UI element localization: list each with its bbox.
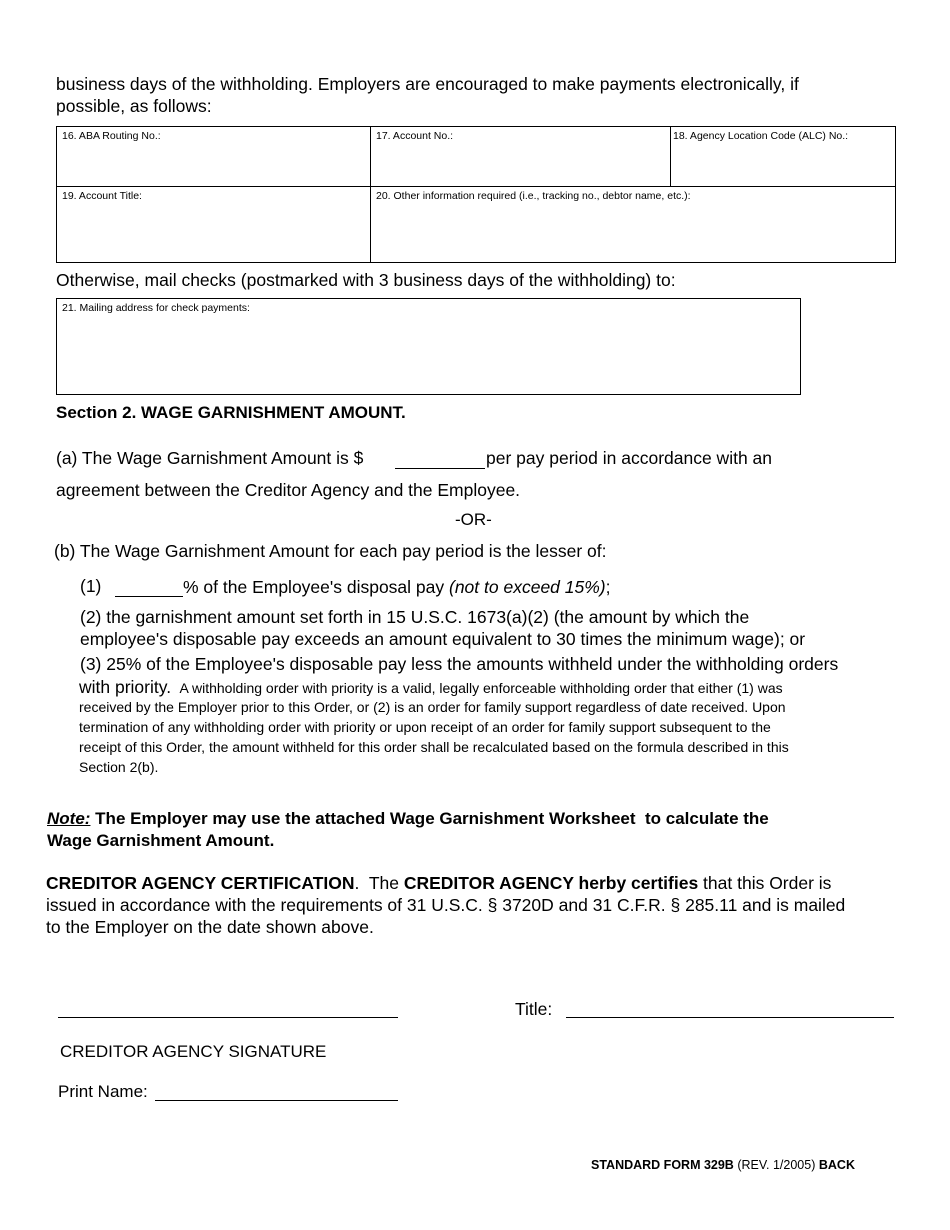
account-number-field[interactable]	[371, 127, 670, 186]
mailing-address-field[interactable]	[56, 298, 801, 395]
other-info-field[interactable]	[371, 187, 895, 262]
mailing-address-label: 21. Mailing address for check payments:	[62, 302, 250, 314]
payment-info-table	[56, 126, 896, 263]
certification-line-1	[46, 872, 831, 894]
option-a-line-1	[56, 447, 363, 469]
option-a-line-2: agreement between the Creditor Agency and the Employee.	[56, 480, 521, 500]
option-b3-line-2	[79, 676, 783, 698]
print-name-line[interactable]	[155, 1100, 398, 1101]
intro-line-1: business days of the withholding. Employers are encouraged to make payments electronically, if	[56, 74, 799, 94]
form-footer	[591, 1157, 855, 1173]
account-number-label: 17. Account No.:	[376, 130, 454, 142]
aba-routing-label: 16. ABA Routing No.:	[62, 130, 161, 142]
title-line[interactable]	[566, 1017, 894, 1018]
option-b3-small-1: A withholding order with priority is a valid, legally enforceable withholding order that either (1) was	[179, 680, 783, 696]
signature-line[interactable]	[58, 1017, 398, 1018]
garnishment-amount-blank[interactable]	[395, 468, 485, 469]
option-b3-small-3: termination of any withholding order with priority or upon receipt of an order for family support subsequent to the	[79, 719, 771, 735]
note-label: Note:	[47, 809, 91, 828]
with-priority-text: with priority.	[79, 677, 172, 697]
certification-line-3: to the Employer on the date shown above.	[46, 917, 374, 937]
option-b3-small-2: received by the Employer prior to this Order, or (2) is an order for family support regardless of date received. Upon	[79, 699, 786, 715]
percent-blank[interactable]	[115, 596, 183, 597]
option-b1-number: (1)	[80, 576, 102, 596]
alc-number-label: 18. Agency Location Code (ALC) No.:	[673, 130, 849, 142]
certification-line-2: issued in accordance with the requirements of 31 U.S.C. § 3720D and 31 C.F.R. § 285.11 and is mailed	[46, 895, 846, 915]
note-line-1	[47, 808, 769, 830]
cert-text-1: . The	[354, 873, 404, 893]
option-b-intro: (b) The Wage Garnishment Amount for each pay period is the lesser of:	[54, 541, 607, 561]
mail-instructions: Otherwise, mail checks (postmarked with 3 business days of the withholding) to:	[56, 270, 676, 290]
cert-bold-2: CREDITOR AGENCY herby certifies	[403, 873, 699, 893]
note-text: The Employer may use the attached Wage Garnishment Worksheet to calculate the	[90, 809, 769, 828]
form-number: STANDARD FORM 329B	[591, 1158, 734, 1172]
option-a-post: per pay period in accordance with an	[486, 448, 773, 468]
account-title-field[interactable]	[57, 187, 370, 262]
intro-line-2: possible, as follows:	[56, 96, 212, 116]
option-b3-small-5: Section 2(b).	[79, 759, 159, 775]
option-b3-small-4: receipt of this Order, the amount withheld for this order shall be recalculated based on the formula described in this	[79, 739, 789, 755]
print-name-label: Print Name:	[58, 1082, 148, 1101]
option-b1-main: % of the Employee's disposal pay	[183, 577, 449, 597]
cert-heading: CREDITOR AGENCY CERTIFICATION	[46, 873, 355, 893]
option-b2-line-1: (2) the garnishment amount set forth in 15 U.S.C. 1673(a)(2) (the amount by which the	[80, 607, 750, 627]
note-line-2: Wage Garnishment Amount.	[47, 831, 275, 850]
other-info-label: 20. Other information required (i.e., tracking no., debtor name, etc.):	[376, 190, 691, 202]
cert-text-2: that this Order is	[698, 873, 832, 893]
or-separator: -OR-	[455, 510, 492, 529]
signature-label: CREDITOR AGENCY SIGNATURE	[60, 1042, 327, 1061]
option-b1-end: ;	[605, 577, 611, 597]
form-side: BACK	[818, 1158, 855, 1172]
title-label: Title:	[515, 999, 553, 1019]
section2-heading: Section 2. WAGE GARNISHMENT AMOUNT.	[56, 403, 406, 422]
alc-number-field[interactable]	[671, 127, 895, 186]
option-b1-italic: (not to exceed 15%)	[449, 577, 606, 597]
option-b2-line-2: employee's disposable pay exceeds an amount equivalent to 30 times the minimum wage); or	[80, 629, 806, 649]
aba-routing-field[interactable]	[57, 127, 370, 186]
option-a-pre: (a) The Wage Garnishment Amount is $	[56, 448, 364, 468]
option-b1-text	[183, 576, 611, 598]
option-b3-line-1: (3) 25% of the Employee's disposable pay less the amounts withheld under the withholding orders	[80, 654, 839, 674]
account-title-label: 19. Account Title:	[62, 190, 142, 202]
form-revision: (REV. 1/2005)	[733, 1158, 819, 1172]
